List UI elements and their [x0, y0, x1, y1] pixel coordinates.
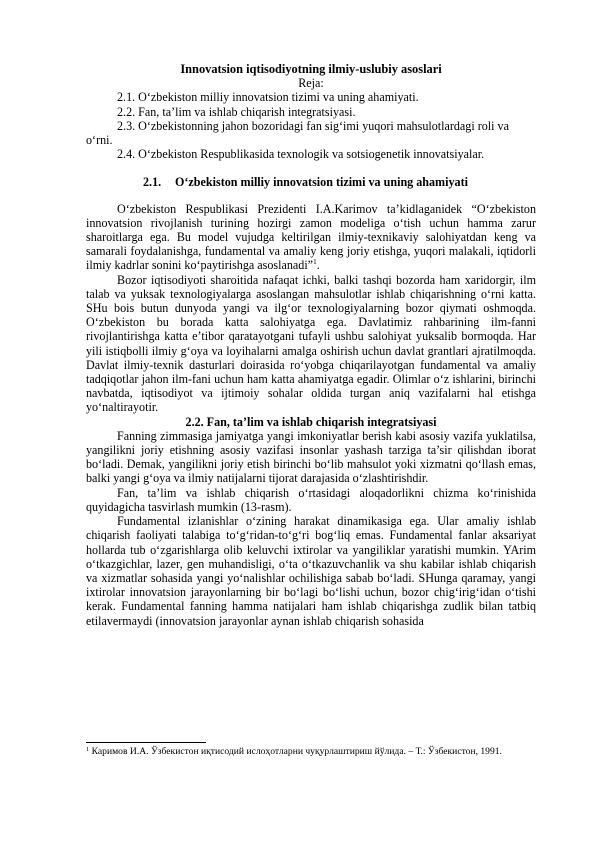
footnote-number: 1: [86, 746, 90, 753]
section-heading-2-2: 2.2. Fan, ta’lim va ishlab chiqarish integratsiyasi: [185, 414, 437, 429]
page-content: [86, 62, 536, 628]
section-number: 2.1.: [143, 175, 162, 190]
footnote-text: Каримов И.А. Ўзбекистон иқтисодий ислоҳотларни чуқурлаштириш йўлида. – Т.: Ўзбекистон, 1991.: [89, 746, 502, 757]
paragraph: Fan, ta’lim va ishlab chiqarish o‘rtasidagi aloqadorlikni chizma ko‘rinishida quyidagicha tasvirlash mumkin (13-rasm).: [86, 485, 536, 514]
paragraph: Bozor iqtisodiyoti sharoitida nafaqat ichki, balki tashqi bozorda ham xaridorgir, ilm talab va yuksak texnologiyalarga asoslangan mahsulotlar ishlab chiqarishning o‘rni katta. SHu bois butun dunyoda yangi va ilg‘or texnologiyalarning bozor qiymati oshmoqda. O‘zbekiston bu borada katta salohiyatga ega. Davlatimiz rahbarining ilm-fanni rivojlantirishga katta e’tibor qaratayotgani tufayli ushbu salohiyat yuksalib bormoqda. Har yili istiqbolli ilmiy g‘oya va loyihalarni amalga oshirish uchun davlat grantlari ajratilmoqda. Davlat ilmiy-texnik dasturlari doirasida ro‘yobga chiqarilayotgan fundamental va amaliy tadqiqotlar jahon ilm-fani uchun ham katta ahamiyatga egadir. Olimlar o‘z ishlarini, birinchi navbatda, iqtisodiyot va ijtimoiy sohalar oldida turgan aniq vazifalarni hal etishga yo‘naltirayotir.: [86, 272, 536, 415]
footnote: [86, 746, 536, 758]
paragraph: [86, 202, 536, 273]
section-heading-text: O‘zbekiston milliy innovatsion tizimi va uning ahamiyati: [175, 175, 468, 190]
plan-label: Reja:: [298, 76, 324, 91]
section-heading-2-1: [86, 175, 536, 189]
paragraph: Fundamental izlanishlar o‘zining harakat dinamikasiga ega. Ular amaliy ishlab chiqarish faoliyati talabiga to‘g‘ridan-to‘g‘ri bog‘liq emas. Fundamental fanlar aksariyat hollarda tub o‘zgarishlarga olib keluvchi ixtirolar va yangiliklar yaratishi mumkin. YArim o‘tkazgichlar, lazer, gen muhandisligi, o‘ta o‘tkazuvchanlik va shu kabilar ishlab chiqarish va xizmatlar sohasida yangi yo‘nalishlar ochilishiga sabab bo‘ladi. SHunga qaramay, yangi ixtirolar innovatsion jarayonlarning bir bo‘lagi bo‘lishi uchun, bozor chig‘irig‘idan o‘tishi kerak. Fundamental fanning hamma natijalari ham ishlab chiqarishga zudlik bilan tatbiq etilavermaydi (innovatsion jarayonlar aynan ishlab chiqarish sohasida: [86, 514, 536, 628]
plan-item: 2.2. Fan, ta’lim va ishlab chiqarish integratsiyasi.: [117, 104, 356, 119]
page-title: Innovatsion iqtisodiyotning ilmiy-uslubiy asoslari: [180, 62, 442, 76]
footnote-reference: 1: [313, 257, 317, 267]
paragraph-text: O‘zbekiston Respublikasi Prezidenti I.A.Karimov ta’kidlaganidek “O‘zbekiston innovatsion rivojlanish turining hozirgi zamon modeliga o‘tish uchun hamma zarur sharoitlarga ega. Bu model vujudga keltirilgan ilmiy-texnikaviy salohiyatdan keng va samarali foydalanishga, fundamental va amaliy keng joriy etishga, yuqori malakali, iqtidorli ilmiy kadrlar sonini ko‘paytirishga asoslanadi”: [86, 201, 536, 273]
plan-item: 2.4. O‘zbekiston Respublikasida texnologik va sotsiogenetik innovatsiyalar.: [117, 147, 485, 162]
plan-item: 2.1. O‘zbekiston milliy innovatsion tizimi va uning ahamiyati.: [117, 90, 419, 105]
paragraph: Fanning zimmasiga jamiyatga yangi imkoniyatlar berish kabi asosiy vazifa yuklatilsa, yangilikni joriy etishning asosiy vazifasi insonlar yashash tarziga ta’sir qilishdan iborat bo‘ladi. Demak, yangilikni joriy etish birinchi bo‘lib mahsulot yoki xizmatni qo‘llash emas, balki yangi g‘oya va ilmiy natijalarni tijorat darajasida o‘zlashtirishdir.: [86, 428, 536, 486]
plan-item: 2.3. O‘zbekistonning jahon bozoridagi fan sig‘imi yuqori mahsulotlardagi roli va o‘rni.: [86, 118, 509, 148]
footnote-divider: [86, 742, 206, 743]
paragraph-end: .: [316, 258, 320, 273]
